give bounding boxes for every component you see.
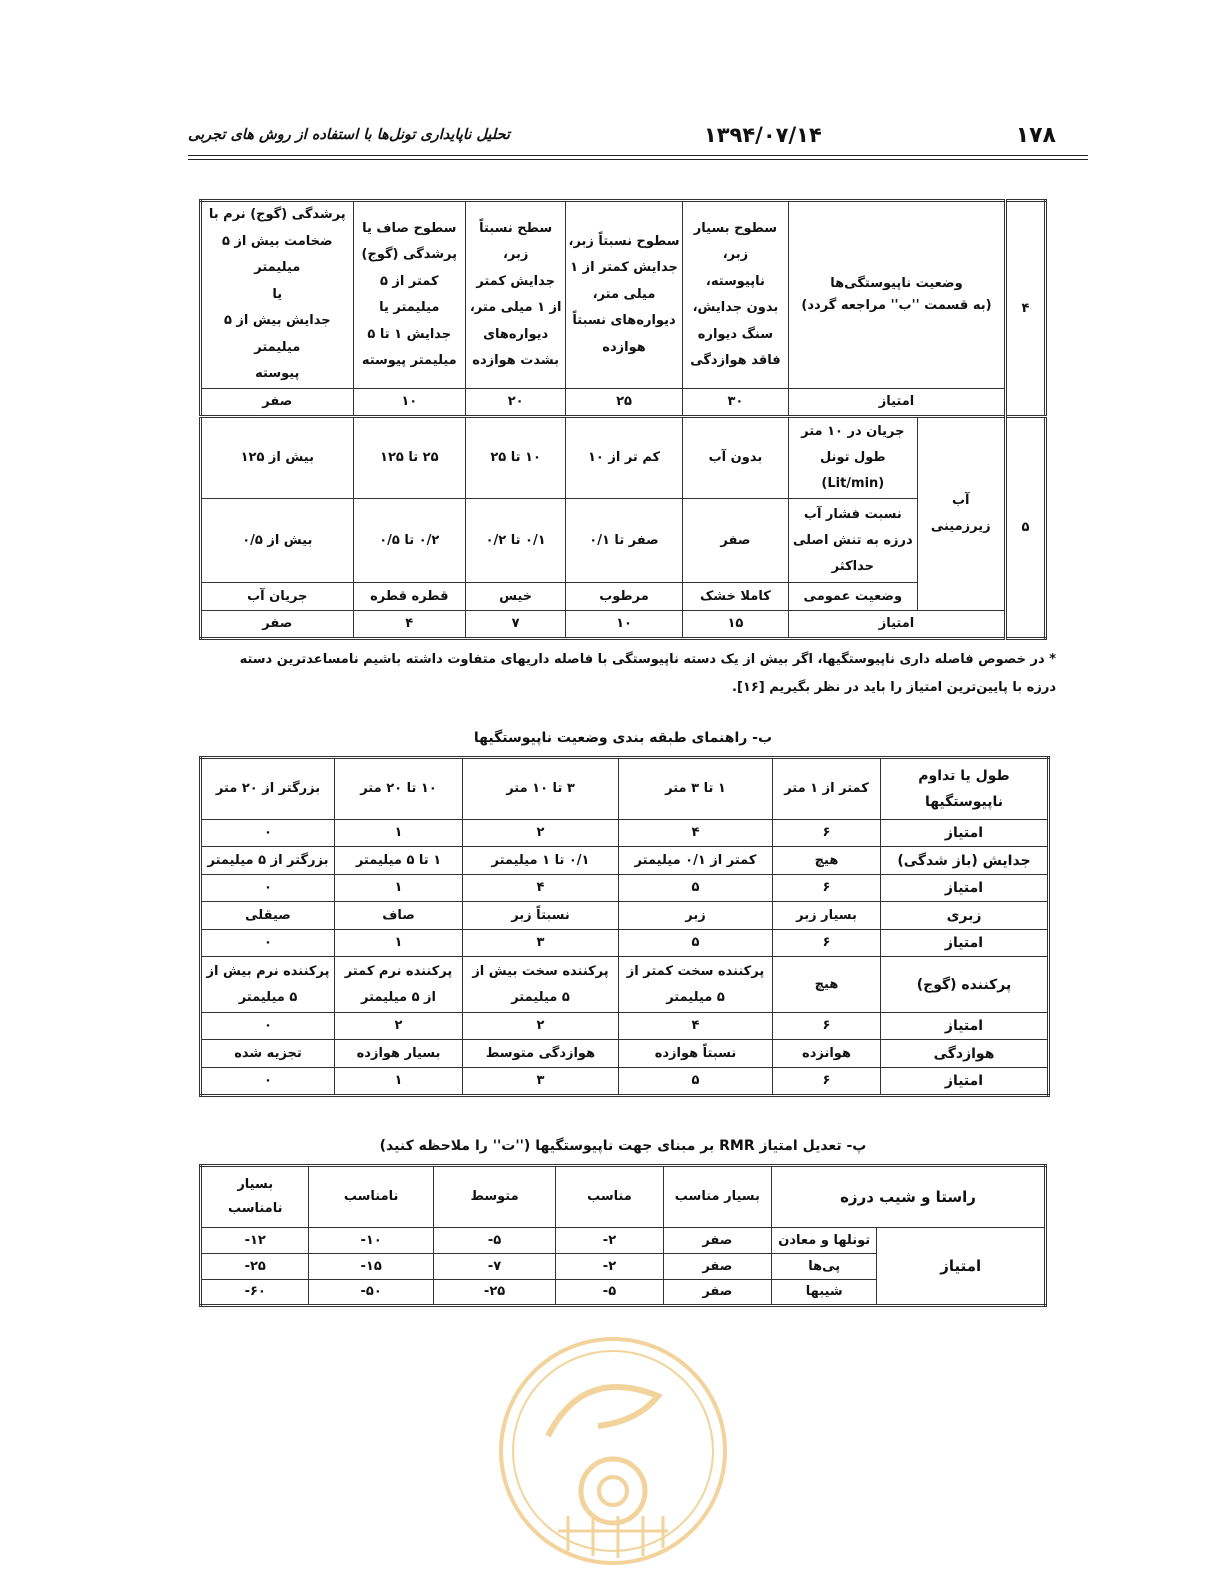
table-cell: ۱۵ (682, 611, 788, 639)
table-cell: ۰ (201, 820, 335, 847)
table-row (201, 875, 1049, 902)
table-header-cell: متوسط (433, 1166, 555, 1228)
table-cell: تونلها و معادن (772, 1228, 877, 1254)
table-cell: صفر (682, 499, 788, 583)
table-row (201, 847, 1049, 875)
header-rule (188, 155, 1088, 156)
page-header (188, 118, 1056, 152)
table-cell: ۵۰- (309, 1280, 433, 1306)
discontinuity-classification-table (199, 756, 1050, 1097)
table-cell: صفر (663, 1254, 771, 1280)
table-cell: ۱۰ تا ۲۰ متر (335, 758, 463, 820)
table-row (201, 389, 1046, 417)
table-cell: بسیار زبر (773, 902, 881, 930)
table-cell: بزرگتر از ۲۰ متر (201, 758, 335, 820)
table-cell: ۱۰ (566, 611, 682, 639)
table-cell: ۳ (463, 1068, 619, 1096)
table-cell: ۱۰ تا ۲۵ (465, 417, 565, 499)
table-cell: ۶ (773, 1013, 881, 1040)
table-cell: ۲۵ تا ۱۲۵ (353, 417, 465, 499)
table-cell: ۱ (335, 820, 463, 847)
table-cell: صفر (201, 611, 354, 639)
table-cell: بزرگتر از ۵ میلیمتر (201, 847, 335, 875)
table-cell: ۶۰- (201, 1280, 309, 1306)
table-cell: کاملا خشک (682, 583, 788, 611)
table-cell: ۵ (619, 875, 773, 902)
table-cell: هیچ (773, 957, 881, 1013)
table-cell: سطح نسبتاً زبر، جدایش کمتر از ۱ میلی متر، دیواره‌های بشدت هوازده (465, 201, 565, 389)
table-cell: صفر (663, 1280, 771, 1306)
table-row (201, 758, 1049, 820)
table-cell: ۱ (335, 1068, 463, 1096)
table-cell: ۲ (463, 820, 619, 847)
table-cell: خیس (465, 583, 565, 611)
table-cell: ۴ (353, 611, 465, 639)
table-cell: ۰/۲ تا ۰/۵ (353, 499, 465, 583)
row-label: امتیاز (881, 1068, 1049, 1096)
table-cell: ۲- (556, 1228, 663, 1254)
page-number: ۱۷۸ (1015, 122, 1056, 148)
table-cell: شیبها (772, 1280, 877, 1306)
table-cell: ۲۵- (433, 1280, 555, 1306)
table-cell: نسبتاً هوازده (619, 1040, 773, 1068)
score-label: امتیاز (789, 611, 1006, 639)
table-cell: ۰ (201, 1068, 335, 1096)
table-cell: پی‌ها (772, 1254, 877, 1280)
table-cell: ۱۲- (201, 1228, 309, 1254)
score-label: امتیاز (877, 1228, 1046, 1306)
table-row (201, 820, 1049, 847)
table-row (201, 201, 1046, 389)
table-cell: ۱۰ (353, 389, 465, 417)
table-cell: کمتر از ۱ متر (773, 758, 881, 820)
param-label: وضعیت ناپیوستگی‌ها (به قسمت ''ب'' مراجعه گردد) (789, 201, 1006, 389)
table-row (201, 1013, 1049, 1040)
row-label: امتیاز (881, 930, 1049, 957)
table-cell: ۲- (556, 1254, 663, 1280)
table-cell: صفر (201, 389, 354, 417)
table-cell: ۰ (201, 1013, 335, 1040)
table-cell: ۴ (619, 1013, 773, 1040)
row-number: ۵ (1005, 417, 1045, 639)
row-label: پرکننده (گوج) (881, 957, 1049, 1013)
table-cell: بیش از ۱۲۵ (201, 417, 354, 499)
table-cell: ۶ (773, 930, 881, 957)
table-cell: صفر تا ۰/۱ (566, 499, 682, 583)
row-number: ۴ (1005, 201, 1045, 417)
table-cell: ۲ (335, 1013, 463, 1040)
row-label: امتیاز (881, 820, 1049, 847)
table-row (201, 957, 1049, 1013)
table-cell: پرکننده نرم بیش از ۵ میلیمتر (201, 957, 335, 1013)
table-cell: هوانزده (773, 1040, 881, 1068)
row-label: زبری (881, 902, 1049, 930)
row-label: طول یا تداوم ناپیوستگیها (881, 758, 1049, 820)
table-cell: ۱ تا ۵ میلیمتر (335, 847, 463, 875)
table-cell: ۶ (773, 875, 881, 902)
table-header-cell: راستا و شیب درزه (772, 1166, 1046, 1228)
table-cell: تجزیه شده (201, 1040, 335, 1068)
table-cell: ۳ تا ۱۰ متر (463, 758, 619, 820)
header-date: ۱۳۹۴/۰۷/۱۴ (703, 123, 822, 147)
table-cell: هیچ (773, 847, 881, 875)
row-label: امتیاز (881, 1013, 1049, 1040)
table-cell: هوازدگی متوسط (463, 1040, 619, 1068)
table-cell: سطوح بسیار زبر، ناپیوسته، بدون جدایش، سنگ دیواره فاقد هوازدگی (682, 201, 788, 389)
table-row (201, 930, 1049, 957)
table-cell: پرکننده سخت بیش از ۵ میلیمتر (463, 957, 619, 1013)
table-row (201, 1166, 1046, 1228)
table-cell: ۱۰- (309, 1228, 433, 1254)
table-cell: ۲۵ (566, 389, 682, 417)
table-row (201, 1040, 1049, 1068)
table-header-cell: نامناسب (309, 1166, 433, 1228)
rmr-orientation-adjustment-table (199, 1164, 1047, 1307)
table-header-cell: بسیار نامناسب (201, 1166, 309, 1228)
table-row (201, 902, 1049, 930)
table-cell: ۴ (463, 875, 619, 902)
table-cell: ۵ (619, 930, 773, 957)
table-cell: ۲۵- (201, 1254, 309, 1280)
table-cell: ۳۰ (682, 389, 788, 417)
table-cell: صاف (335, 902, 463, 930)
table-row (201, 1068, 1049, 1096)
table-cell: ۰/۱ تا ۰/۲ (465, 499, 565, 583)
table-cell: ۴ (619, 820, 773, 847)
table-cell: ۶ (773, 820, 881, 847)
sub-label: نسبت فشار آب درزه به تنش اصلی حداکثر (789, 499, 917, 583)
table-header-cell: مناسب (556, 1166, 663, 1228)
table-cell: سطوح نسبتاً زبر، جدایش کمتر از ۱ میلی متر، دیواره‌های نسبتاً هوازده (566, 201, 682, 389)
table-cell: صیقلی (201, 902, 335, 930)
table-cell: ۰ (201, 875, 335, 902)
row-label: جدایش (باز شدگی) (881, 847, 1049, 875)
table-cell: کمتر از ۰/۱ میلیمتر (619, 847, 773, 875)
table-body (201, 758, 1049, 1096)
table-cell: پرکننده نرم کمتر از ۵ میلیمتر (335, 957, 463, 1013)
table-cell: پرکننده سخت کمتر از ۵ میلیمتر (619, 957, 773, 1013)
table-cell: ۲۰ (465, 389, 565, 417)
table-cell: بدون آب (682, 417, 788, 499)
table-cell: سطوح صاف یا پرشدگی (گوج) کمتر از ۵ میلیمتر یا جدایش ۱ تا ۵ میلیمتر پیوسته (353, 201, 465, 389)
table-cell: ۱ تا ۳ متر (619, 758, 773, 820)
table-cell: ۲ (463, 1013, 619, 1040)
table-cell: ۱۵- (309, 1254, 433, 1280)
table-cell: مرطوب (566, 583, 682, 611)
footnote: * در خصوص فاصله داری ناپیوستگیها، اگر بیش از یک دسته ناپیوستگی با فاصله داریهای متفاوت داشته باشیم نامساعدترین دسته درزه با پایین‌ترین امتیاز را باید در نظر بگیریم [۱۶]. (239, 652, 1056, 695)
rmr-parameters-table (199, 199, 1047, 640)
table-cell: ۰ (201, 930, 335, 957)
table-caption: پ- تعدیل امتیاز RMR بر مبنای جهت ناپیوستگیها (''ت'' را ملاحظه کنید) (379, 1138, 867, 1154)
table-row (201, 1228, 1046, 1254)
table-cell: قطره قطره (353, 583, 465, 611)
table-cell: صفر (663, 1228, 771, 1254)
table-row (201, 611, 1046, 639)
table-cell: ۳ (463, 930, 619, 957)
table-cell: ۷- (433, 1254, 555, 1280)
table-cell: ۱ (335, 930, 463, 957)
table-cell: نسبتاً زبر (463, 902, 619, 930)
table-cell: بیش از ۰/۵ (201, 499, 354, 583)
sub-label: وضعیت عمومی (789, 583, 917, 611)
table-cell: پرشدگی (گوج) نرم با ضخامت بیش از ۵ میلیمتر یا جدایش بیش از ۵ میلیمتر پیوسته (201, 201, 354, 389)
param-label: آب زیرزمینی (917, 417, 1005, 611)
table-cell: ۰/۱ تا ۱ میلیمتر (463, 847, 619, 875)
table-cell: کم تر از ۱۰ (566, 417, 682, 499)
table-cell: ۷ (465, 611, 565, 639)
score-label: امتیاز (789, 389, 1006, 417)
row-label: هوازدگی (881, 1040, 1049, 1068)
table-caption: ب- راهنمای طبقه بندی وضعیت ناپیوستگیها (473, 730, 773, 746)
table-cell: بسیار هوازده (335, 1040, 463, 1068)
table-cell: زبر (619, 902, 773, 930)
sub-label: جریان در ۱۰ متر طول تونل (Lit/min) (789, 417, 917, 499)
table-header-cell: بسیار مناسب (663, 1166, 771, 1228)
table-cell: ۵ (619, 1068, 773, 1096)
table-cell: جریان آب (201, 583, 354, 611)
header-rule-secondary (188, 159, 1088, 160)
table-cell: ۱ (335, 875, 463, 902)
row-label: امتیاز (881, 875, 1049, 902)
publisher-seal-icon (488, 1326, 738, 1576)
table-cell: ۶ (773, 1068, 881, 1096)
table-cell: ۵- (556, 1280, 663, 1306)
table-row (201, 417, 1046, 499)
table-cell: ۵- (433, 1228, 555, 1254)
header-title: تحلیل ناپایداری تونل‌ها با استفاده از روش های تجربی (188, 127, 510, 143)
